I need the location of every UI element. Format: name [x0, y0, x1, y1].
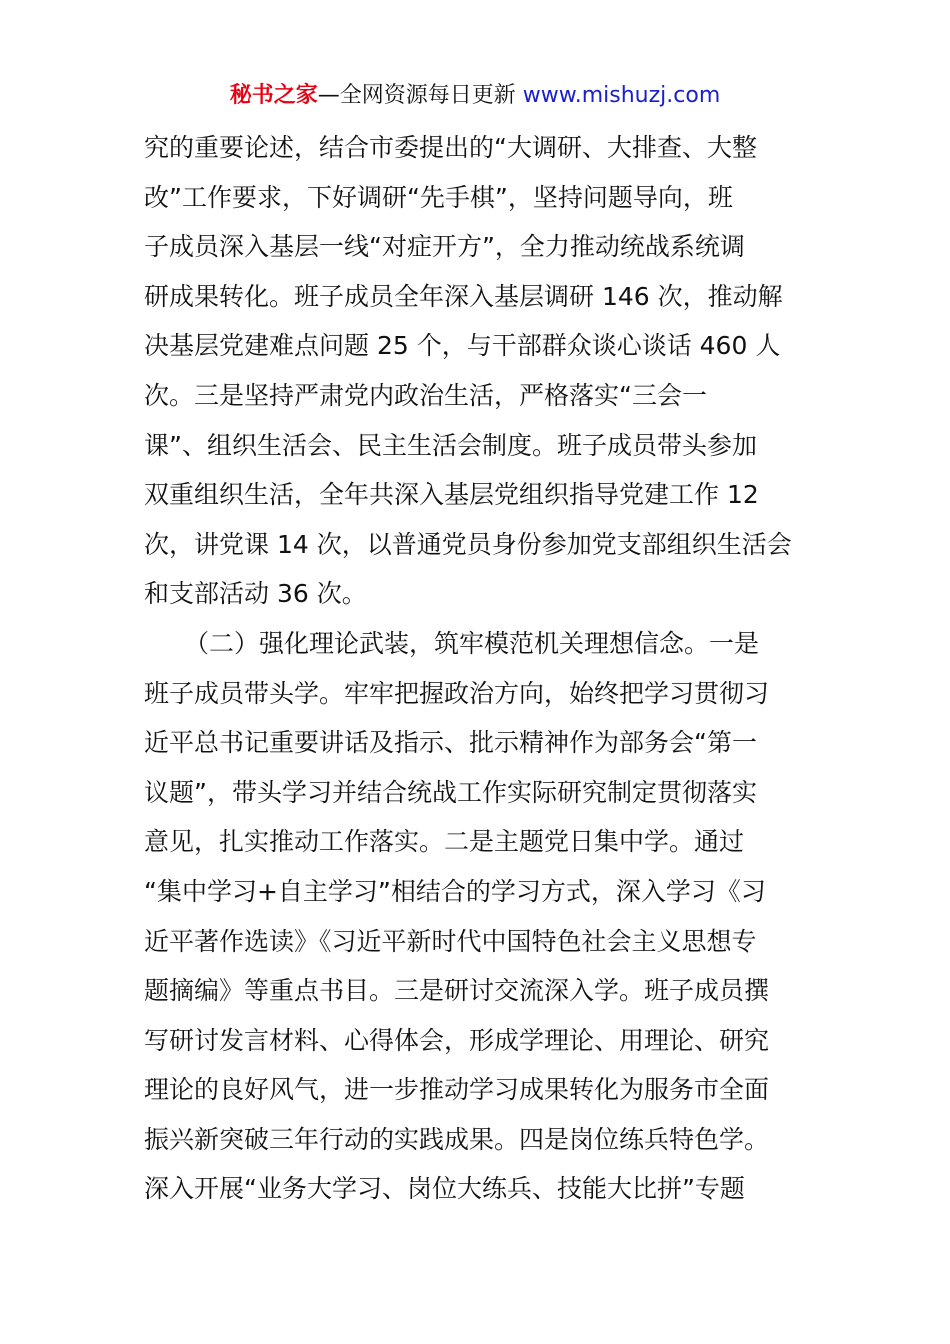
text-line: 决基层党建难点问题 25 个，与干部群众谈心谈话 460 人 — [144, 331, 781, 361]
text-line: 改”工作要求，下好调研“先手棋”，坚持问题导向，班 — [144, 182, 733, 212]
text-line: 课”、组织生活会、民主生活会制度。班子成员带头参加 — [144, 430, 757, 460]
text-line: 次。三是坚持严肃党内政治生活，严格落实“三会一 — [144, 380, 707, 410]
text-line: 意见，扎实推动工作落实。二是主题党日集中学。通过 — [144, 827, 745, 857]
site-brand: 秘书之家 — [229, 83, 318, 108]
text-line: 近平著作选读》《习近平新时代中国特色社会主义思想专 — [144, 926, 757, 956]
site-tagline: —全网资源每日更新 — [317, 83, 516, 108]
text-line: 次，讲党课 14 次，以普通党员身份参加党支部组织生活会 — [144, 529, 792, 559]
site-url-link[interactable]: www.mishuzj.com — [522, 83, 721, 108]
site-header — [0, 78, 950, 114]
document-body — [144, 123, 824, 1214]
text-line: 题摘编》等重点书目。三是研讨交流深入学。班子成员撰 — [144, 976, 770, 1006]
text-line: 双重组织生活，全年共深入基层党组织指导党建工作 12 — [144, 480, 759, 510]
text-line: 班子成员带头学。牢牢把握政治方向，始终把学习贯彻习 — [144, 678, 770, 708]
text-line: 振兴新突破三年行动的实践成果。四是岗位练兵特色学。 — [144, 1124, 770, 1154]
text-line: 近平总书记重要讲话及指示、批示精神作为部务会“第一 — [144, 728, 757, 758]
text-line: 研成果转化。班子成员全年深入基层调研 146 次，推动解 — [144, 281, 783, 311]
text-line: “集中学习+自主学习”相结合的学习方式，深入学习《习 — [144, 876, 766, 906]
text-line: 究的重要论述，结合市委提出的“大调研、大排查、大整 — [144, 133, 757, 162]
text-line: 深入开展“业务大学习、岗位大练兵、技能大比拼”专题 — [144, 1174, 745, 1204]
text-line: 写研讨发言材料、心得体会，形成学理论、用理论、研究 — [144, 1025, 770, 1055]
text-line: 理论的良好风气，进一步推动学习成果转化为服务市全面 — [144, 1075, 770, 1105]
section-heading-line: （二）强化理论武装，筑牢模范机关理想信念。一是 — [184, 628, 760, 658]
text-line: 议题”，带头学习并结合统战工作实际研究制定贯彻落实 — [144, 777, 757, 807]
text-line: 和支部活动 36 次。 — [144, 579, 367, 609]
text-line: 子成员深入基层一线“对症开方”，全力推动统战系统调 — [144, 232, 745, 262]
